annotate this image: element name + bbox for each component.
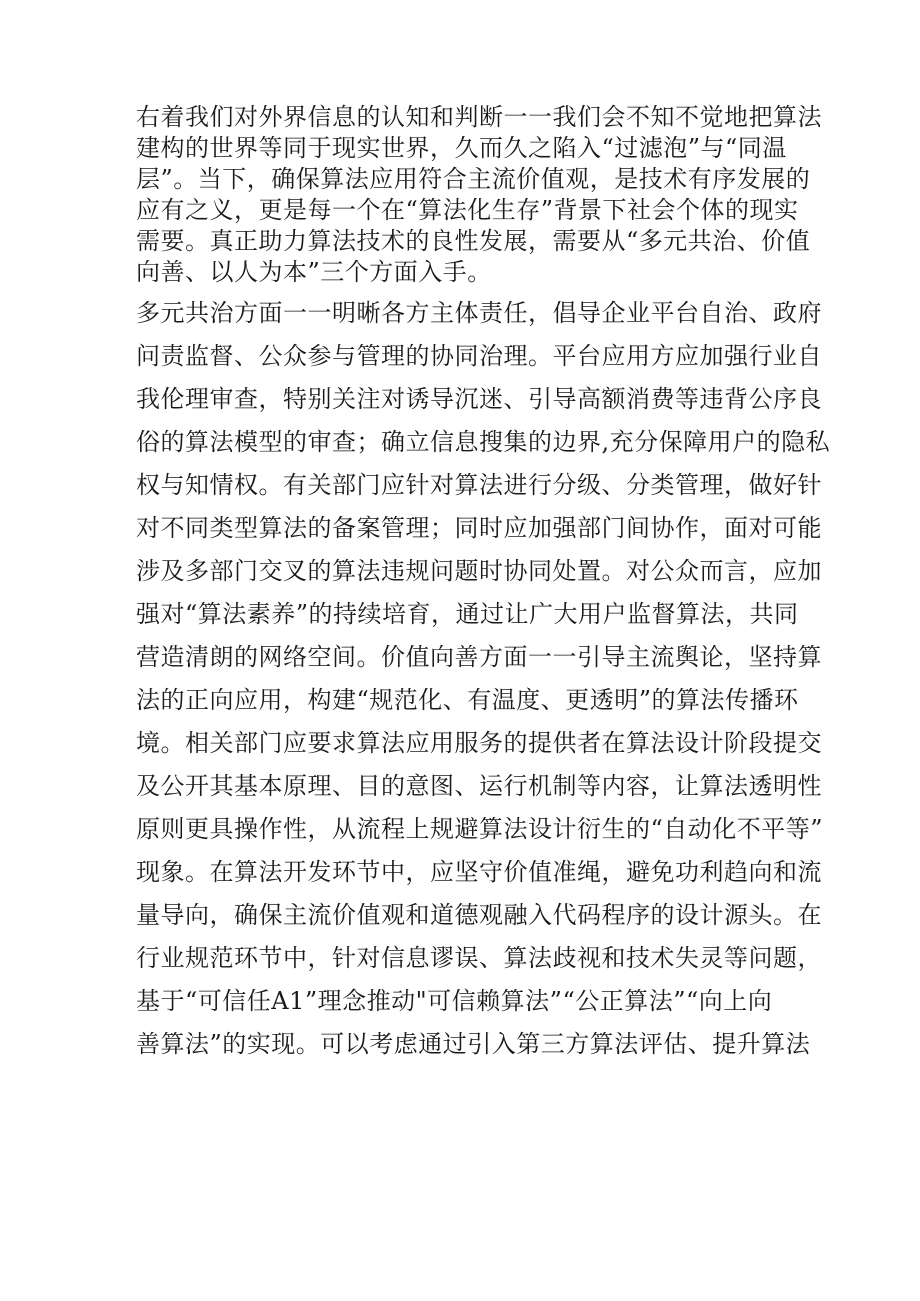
paragraph-1-line-4: 应有之义，更是每一个在“算法化生存”背景下社会个体的现实 <box>136 196 799 224</box>
paragraph-2-line-6: 对不同类型算法的备案管理；同时应加强部门间协作，面对可能 <box>136 514 822 542</box>
paragraph-2-line-14: 现象。在算法开发环节中，应坚守价值准绳，避免功利趋向和流 <box>136 858 822 886</box>
paragraph-2-line-16: 行业规范环节中，针对信息谬误、算法歧视和技术失灵等问题， <box>136 944 822 972</box>
paragraph-1-line-1: 右着我们对外界信息的认知和判断一一我们会不知不觉地把算法 <box>136 103 822 131</box>
paragraph-2-line-4: 俗的算法模型的审查；确立信息搜集的边界,充分保障用户的隐私 <box>136 428 831 456</box>
paragraph-2-line-8: 强对“算法素养”的持续培育，通过让广大用户监督算法，共同 <box>136 600 799 628</box>
paragraph-1-line-6: 向善、以人为本”三个方面入手。 <box>136 258 492 286</box>
paragraph-2-line-2: 问责监督、公众参与管理的协同治理。平台应用方应加强行业自 <box>136 342 822 370</box>
paragraph-2-line-12: 及公开其基本原理、目的意图、运行机制等内容，让算法透明性 <box>136 772 822 800</box>
paragraph-2-line-1: 多元共治方面一一明晰各方主体责任，倡导企业平台自治、政府 <box>136 299 822 327</box>
paragraph-2-line-3: 我伦理审查，特别关注对诱导沉迷、引导高额消费等违背公序良 <box>136 385 822 413</box>
paragraph-2-line-17: 基于“可信任A1”理念推动"可信赖算法”“公正算法”“向上向 <box>136 987 773 1015</box>
paragraph-2-line-11: 境。相关部门应要求算法应用服务的提供者在算法设计阶段提交 <box>136 729 822 757</box>
paragraph-1-line-5: 需要。真正助力算法技术的良性发展，需要从“多元共治、价值 <box>136 227 811 255</box>
paragraph-2-line-18: 善算法”的实现。可以考虑通过引入第三方算法评估、提升算法 <box>136 1030 811 1058</box>
paragraph-2-line-9: 营造清朗的网络空间。价值向善方面一一引导主流舆论，坚持算 <box>136 643 822 671</box>
paragraph-1-line-3: 层”。当下，确保算法应用符合主流价值观，是技术有序发展的 <box>136 165 811 193</box>
paragraph-2-line-5: 权与知情权。有关部门应针对算法进行分级、分类管理，做好针 <box>136 471 822 499</box>
paragraph-2-line-10: 法的正向应用，构建“规范化、有温度、更透明”的算法传播环 <box>136 686 799 714</box>
paragraph-1-line-2: 建构的世界等同于现实世界，久而久之陷入“过滤泡”与“同温 <box>136 134 787 162</box>
paragraph-2-line-15: 量导向，确保主流价值观和道德观融入代码程序的设计源头。在 <box>136 901 822 929</box>
paragraph-2-line-7: 涉及多部门交叉的算法违规问题时协同处置。对公众而言，应加 <box>136 557 822 585</box>
paragraph-2-line-13: 原则更具操作性，从流程上规避算法设计衍生的“自动化不平等” <box>136 815 824 843</box>
